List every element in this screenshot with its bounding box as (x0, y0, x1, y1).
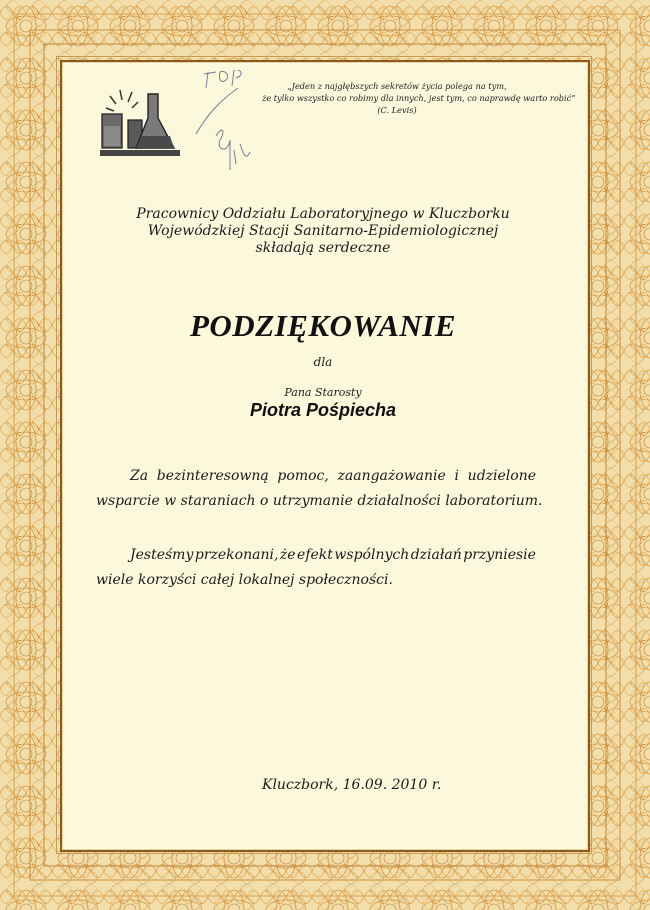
word: Za (130, 468, 149, 484)
word: efekt (297, 547, 333, 563)
inner-frame (60, 60, 590, 852)
motto-quote (262, 80, 576, 116)
word: przyniesie (463, 547, 536, 563)
laboratory-glassware-icon (92, 84, 184, 170)
intro-text (60, 206, 586, 257)
paragraph-line (96, 543, 536, 568)
word: pomoc, (277, 468, 329, 484)
recipient-rank: Pana Starosty (284, 386, 362, 399)
certificate-title: PODZIĘKOWANIE (189, 308, 457, 343)
word: Jesteśmy (130, 547, 194, 563)
intro-line: Wojewódzkiej Stacji Sanitarno-Epidemiologicznej (147, 223, 499, 239)
word: że (279, 547, 296, 563)
thanks-paragraph (96, 464, 543, 514)
word: zaangażowanie (337, 468, 446, 484)
quote-line: że tylko wszystko co robimy dla innych, jest tym, co naprawdę warto robić” (262, 93, 576, 103)
intro-line: Pracownicy Oddziału Laboratoryjnego w Kluczborku (136, 206, 510, 222)
recipient-name: Piotra Pośpiecha (249, 400, 397, 420)
intro-line: składają serdeczne (255, 240, 391, 256)
paragraph-line: wiele korzyści całej lokalnej społeczności. (96, 572, 393, 588)
belief-paragraph (96, 543, 536, 593)
word: działań (410, 547, 462, 563)
word: udzielone (467, 468, 536, 484)
word: przekonani, (194, 547, 279, 563)
paragraph-line (96, 464, 536, 489)
word: i (454, 468, 459, 484)
word: wspólnych (334, 547, 410, 563)
paragraph-line: wsparcie w staraniach o utrzymanie działalności laboratorium. (96, 493, 543, 509)
place-and-date: Kluczbork, 16.09. 2010 r. (262, 777, 442, 793)
word: bezinteresowną (156, 468, 269, 484)
quote-author: (C. Levis) (377, 105, 417, 115)
quote-line: „Jeden z najgłębszych sekretów życia polega na tym, (287, 81, 507, 91)
for-label: dla (313, 355, 333, 369)
